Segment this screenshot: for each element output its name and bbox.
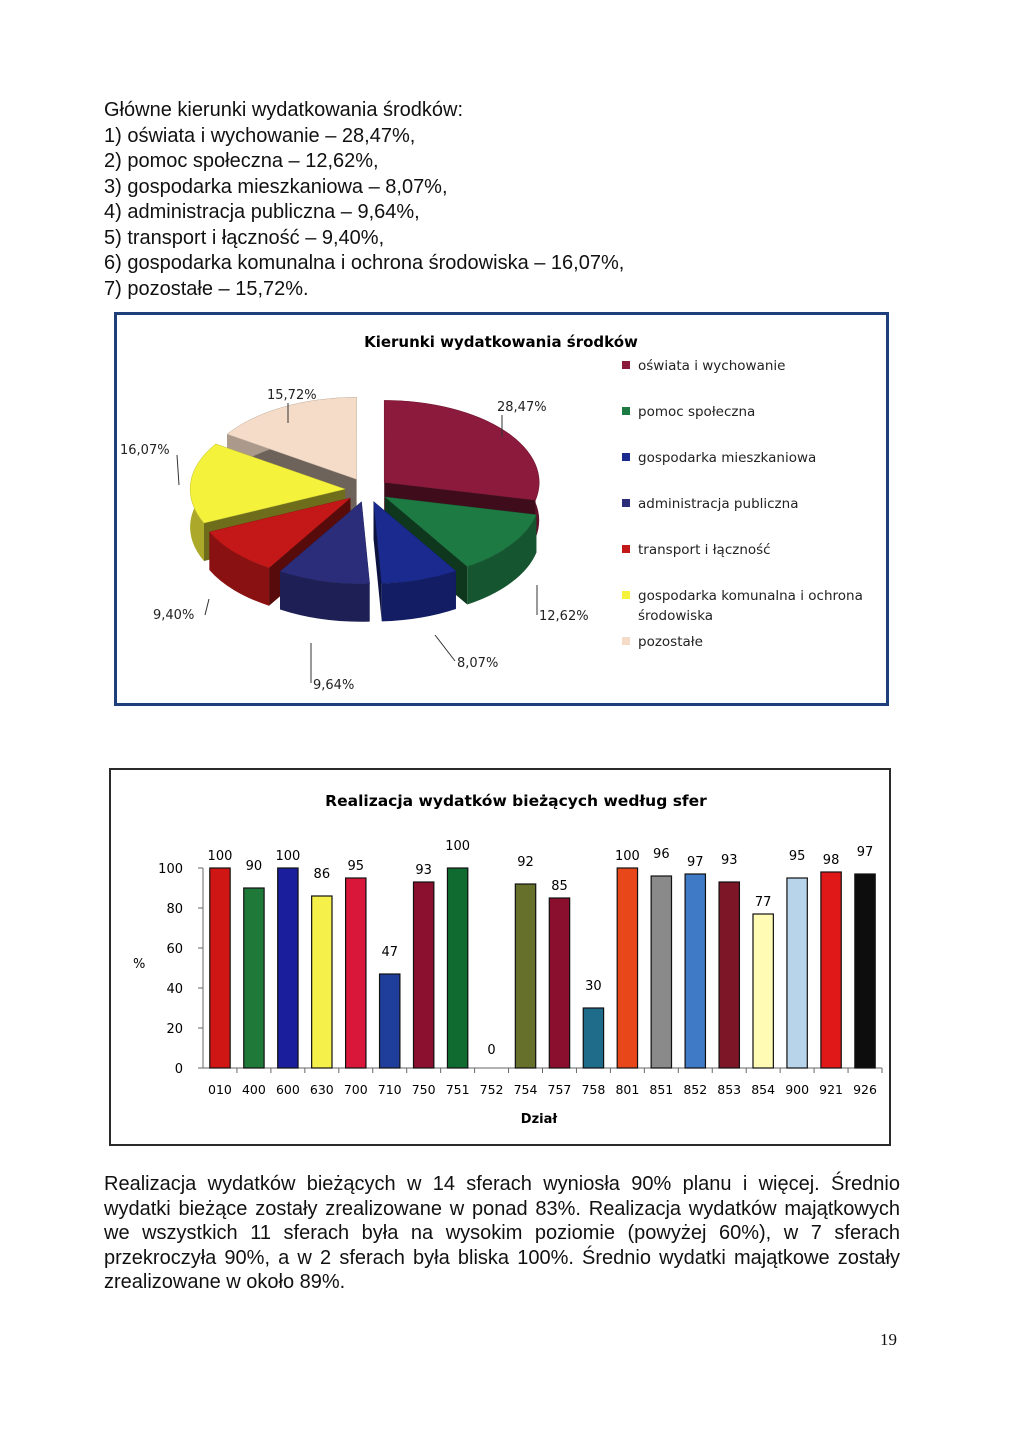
bar-chart-title: Realizacja wydatków bieżących według sfer bbox=[325, 792, 707, 810]
legend-swatch bbox=[622, 545, 630, 553]
legend-label: pomoc społeczna bbox=[638, 404, 756, 420]
x-tick-label: 700 bbox=[343, 1082, 368, 1097]
y-axis-label: % bbox=[133, 957, 146, 972]
pie-value-label: 12,62% bbox=[539, 609, 589, 624]
legend-swatch bbox=[622, 637, 630, 645]
bar bbox=[787, 878, 807, 1068]
bar-value-label: 97 bbox=[687, 855, 704, 870]
legend-item bbox=[622, 404, 755, 420]
bar-value-label: 86 bbox=[313, 867, 331, 882]
bar-value-label: 98 bbox=[822, 853, 840, 868]
intro-item: 3) gospodarka mieszkaniowa – 8,07%, bbox=[104, 175, 448, 198]
legend-item bbox=[622, 634, 703, 650]
bar bbox=[651, 876, 671, 1068]
bar bbox=[685, 874, 705, 1068]
bar-value-label: 100 bbox=[445, 839, 471, 854]
bar bbox=[719, 882, 739, 1068]
pie-chart-frame bbox=[114, 312, 889, 706]
bar bbox=[278, 868, 298, 1068]
legend-item bbox=[622, 358, 785, 374]
intro-item: 6) gospodarka komunalna i ochrona środowiska – 16,07%, bbox=[104, 252, 625, 274]
intro-item: 2) pomoc społeczna – 12,62%, bbox=[104, 150, 379, 172]
bar bbox=[312, 896, 332, 1068]
bar bbox=[617, 868, 637, 1068]
bar bbox=[583, 1008, 603, 1068]
legend-label: transport i łączność bbox=[638, 542, 771, 558]
summary-paragraph: Realizacja wydatków bieżących w 14 sferach wyniosła 90% planu i więcej. Średnio wydatki bieżące zostały zrealizowane w ponad 83%. Realizacja wydatków majątkowych we wszystkich 11 sferach była na wysokim poziomie (powyżej 60%), w 7 sferach przekroczyła 90%, a w 2 sferach była bliska 100%. Średnio wydatki majątkowe zostały zrealizowane w około 89%. bbox=[104, 1173, 900, 1293]
x-tick-label: 801 bbox=[615, 1082, 640, 1097]
bar-value-label: 100 bbox=[275, 849, 301, 864]
intro-text bbox=[104, 98, 904, 302]
intro-item: 5) transport i łączność – 9,40%, bbox=[104, 226, 385, 249]
x-tick-label: 853 bbox=[717, 1082, 742, 1097]
legend-label: pozostałe bbox=[638, 634, 703, 650]
x-tick-label: 010 bbox=[208, 1082, 232, 1097]
x-tick-label: 710 bbox=[377, 1082, 402, 1097]
x-tick-label: 750 bbox=[411, 1082, 436, 1097]
y-tick-label: 20 bbox=[166, 1022, 183, 1037]
y-tick-label: 40 bbox=[166, 982, 183, 997]
legend-label: oświata i wychowanie bbox=[638, 358, 786, 374]
pie-value-label: 9,64% bbox=[313, 678, 355, 693]
bar bbox=[515, 884, 535, 1068]
bar bbox=[821, 872, 841, 1068]
bar bbox=[549, 898, 569, 1068]
bar bbox=[753, 914, 773, 1068]
pie-chart-title: Kierunki wydatkowania środków bbox=[364, 333, 638, 351]
page-number: 19 bbox=[880, 1330, 897, 1349]
bar-value-label: 90 bbox=[245, 859, 263, 874]
pie-value-label: 16,07% bbox=[120, 443, 170, 458]
legend-swatch bbox=[622, 453, 630, 461]
x-tick-label: 400 bbox=[241, 1082, 266, 1097]
intro-item: 7) pozostałe – 15,72%. bbox=[104, 277, 309, 300]
x-tick-label: 754 bbox=[513, 1082, 538, 1097]
legend-item bbox=[622, 450, 816, 466]
x-tick-label: 926 bbox=[853, 1082, 877, 1097]
bar-value-label: 97 bbox=[856, 845, 874, 860]
y-tick-label: 100 bbox=[158, 862, 183, 877]
bar-value-label: 93 bbox=[415, 863, 432, 878]
bar bbox=[244, 888, 264, 1068]
bar-value-label: 100 bbox=[207, 849, 233, 864]
bar bbox=[855, 874, 875, 1068]
x-tick-label: 630 bbox=[309, 1082, 334, 1097]
x-tick-label: 900 bbox=[785, 1082, 810, 1097]
legend-swatch bbox=[622, 499, 630, 507]
legend-label: administracja publiczna bbox=[638, 496, 799, 512]
x-tick-label: 854 bbox=[751, 1082, 776, 1097]
bar bbox=[210, 868, 230, 1068]
bar-value-label: 47 bbox=[381, 945, 398, 960]
legend-item bbox=[622, 496, 798, 512]
bar-value-label: 0 bbox=[487, 1043, 496, 1058]
bar bbox=[346, 878, 366, 1068]
bar-value-label: 95 bbox=[347, 859, 365, 874]
pie-value-label: 8,07% bbox=[457, 656, 499, 671]
x-tick-label: 751 bbox=[445, 1082, 470, 1097]
legend-swatch bbox=[622, 361, 630, 369]
pie-leader-line bbox=[177, 455, 179, 485]
legend-label: gospodarka mieszkaniowa bbox=[638, 450, 817, 466]
x-tick-label: 600 bbox=[275, 1082, 300, 1097]
pie-value-label: 28,47% bbox=[497, 400, 547, 415]
bar-value-label: 100 bbox=[614, 849, 640, 864]
pie-value-label: 9,40% bbox=[153, 608, 195, 623]
bar-value-label: 95 bbox=[788, 849, 806, 864]
intro-heading: Główne kierunki wydatkowania środków: bbox=[104, 99, 464, 121]
bar-value-label: 96 bbox=[653, 847, 670, 862]
bar bbox=[447, 868, 467, 1068]
pie-leader-line bbox=[205, 599, 209, 615]
intro-item: 1) oświata i wychowanie – 28,47%, bbox=[104, 124, 416, 147]
legend-label: gospodarka komunalna i ochrona środowiska bbox=[638, 588, 863, 624]
bar-value-label: 92 bbox=[517, 855, 534, 870]
x-tick-label: 757 bbox=[547, 1082, 572, 1097]
x-tick-label: 758 bbox=[581, 1082, 606, 1097]
x-tick-label: 752 bbox=[479, 1082, 504, 1097]
y-tick-label: 60 bbox=[166, 942, 183, 957]
bar-value-label: 77 bbox=[754, 895, 772, 910]
x-tick-label: 851 bbox=[649, 1082, 674, 1097]
legend-swatch bbox=[622, 591, 630, 599]
y-tick-label: 0 bbox=[174, 1062, 183, 1077]
pie-leader-line bbox=[435, 635, 455, 661]
bar-value-label: 93 bbox=[720, 853, 738, 868]
bar-value-label: 30 bbox=[585, 979, 602, 994]
x-tick-label: 852 bbox=[683, 1082, 708, 1097]
legend-swatch bbox=[622, 407, 630, 415]
bar-value-label: 85 bbox=[551, 879, 568, 894]
x-axis-label: Dział bbox=[520, 1112, 558, 1127]
pie-value-label: 15,72% bbox=[267, 388, 317, 403]
legend-item bbox=[622, 542, 771, 558]
y-tick-label: 80 bbox=[166, 902, 183, 917]
legend-item bbox=[622, 588, 863, 624]
bar-chart-frame bbox=[109, 768, 891, 1146]
bar bbox=[380, 974, 400, 1068]
intro-item: 4) administracja publiczna – 9,64%, bbox=[104, 201, 420, 223]
pie-chart bbox=[117, 315, 886, 703]
bar-chart bbox=[111, 770, 889, 1144]
bar bbox=[413, 882, 433, 1068]
x-tick-label: 921 bbox=[819, 1082, 844, 1097]
